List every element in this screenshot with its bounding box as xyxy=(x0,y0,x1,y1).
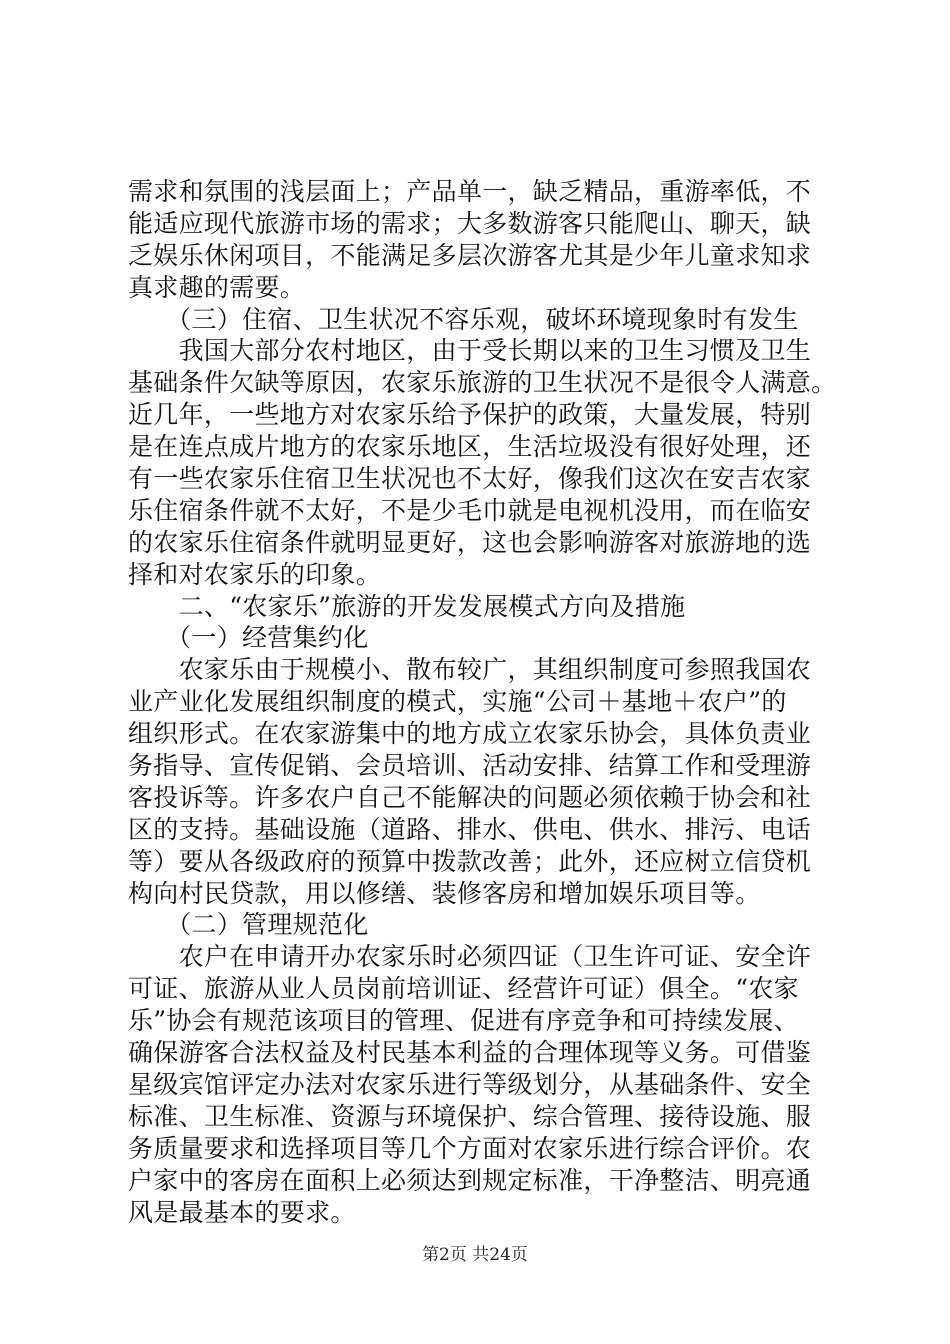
text-line: 近几年，一些地方对农家乐给予保护的政策，大量发展，特别 xyxy=(128,400,812,430)
text-line: 择和对农家乐的印象。 xyxy=(128,559,382,589)
text-line: 基础条件欠缺等原因，农家乐旅游的卫生状况不是很令人满意。 xyxy=(128,368,837,398)
text-line: 等）要从各级政府的预算中拨款改善；此外，还应树立信贷机 xyxy=(128,846,812,876)
page-footer: 第2页 共24页 xyxy=(422,1245,528,1265)
text-line: 组织形式。在农家游集中的地方成立农家乐协会，具体负责业 xyxy=(128,719,812,749)
text-line: 农家乐由于规模小、散布较广，其组织制度可参照我国农 xyxy=(128,655,812,685)
text-line: 确保游客合法权益及村民基本利益的合理体现等义务。可借鉴 xyxy=(128,1038,812,1068)
text-line: 能适应现代旅游市场的需求；大多数游客只能爬山、聊天，缺 xyxy=(128,208,812,238)
text-line: 是在连点成片地方的农家乐地区，生活垃圾没有很好处理，还 xyxy=(128,432,812,462)
text-line: 客投诉等。许多农户自己不能解决的问题必须依赖于协会和社 xyxy=(128,782,812,812)
text-line: 务质量要求和选择项目等几个方面对农家乐进行综合评价。农 xyxy=(128,1133,812,1163)
subsection-heading: （二）管理规范化 xyxy=(128,910,369,940)
text-line: 农户在申请开办农家乐时必须四证（卫生许可证、安全许 xyxy=(128,942,812,972)
text-line: 需求和氛围的浅层面上；产品单一，缺乏精品，重游率低，不 xyxy=(128,177,812,206)
text-line: 乐”协会有规范该项目的管理、促进有序竞争和可持续发展、 xyxy=(128,1006,799,1036)
text-line: 构向村民贷款，用以修缮、装修客房和增加娱乐项目等。 xyxy=(128,878,761,908)
text-line: 业产业化发展组织制度的模式，实施“公司＋基地＋农户”的 xyxy=(128,687,787,717)
text-line: 风是最基本的要求。 xyxy=(128,1197,356,1227)
subsection-heading: （一）经营集约化 xyxy=(128,623,369,653)
section-heading: （三）住宿、卫生状况不容乐观，破坏环境现象时有发生 xyxy=(128,304,799,334)
document-body xyxy=(128,176,837,1228)
text-line: 户家中的客房在面积上必须达到规定标准，干净整洁、明亮通 xyxy=(128,1165,812,1195)
text-line: 务指导、宣传促销、会员培训、活动安排、结算工作和受理游 xyxy=(128,751,812,781)
text-line: 真求趣的需要。 xyxy=(128,272,306,302)
text-line: 可证、旅游从业人员岗前培训证、经营许可证）俱全。“农家 xyxy=(128,974,799,1004)
text-line: 乐住宿条件就不太好，不是少毛巾就是电视机没用，而在临安 xyxy=(128,495,812,525)
text-line: 星级宾馆评定办法对农家乐进行等级划分，从基础条件、安全 xyxy=(128,1069,812,1099)
text-line: 的农家乐住宿条件就明显更好，这也会影响游客对旅游地的选 xyxy=(128,527,812,557)
text-line: 我国大部分农村地区，由于受长期以来的卫生习惯及卫生 xyxy=(128,336,812,366)
text-line: 有一些农家乐住宿卫生状况也不太好，像我们这次在安吉农家 xyxy=(128,464,812,494)
section-heading: 二、“农家乐”旅游的开发发展模式方向及措施 xyxy=(128,591,686,621)
text-line: 标准、卫生标准、资源与环境保护、综合管理、接待设施、服 xyxy=(128,1101,812,1131)
text-line: 区的支持。基础设施（道路、排水、供电、供水、排污、电话 xyxy=(128,814,812,844)
text-line: 乏娱乐休闲项目，不能满足多层次游客尤其是少年儿童求知求 xyxy=(128,240,812,270)
